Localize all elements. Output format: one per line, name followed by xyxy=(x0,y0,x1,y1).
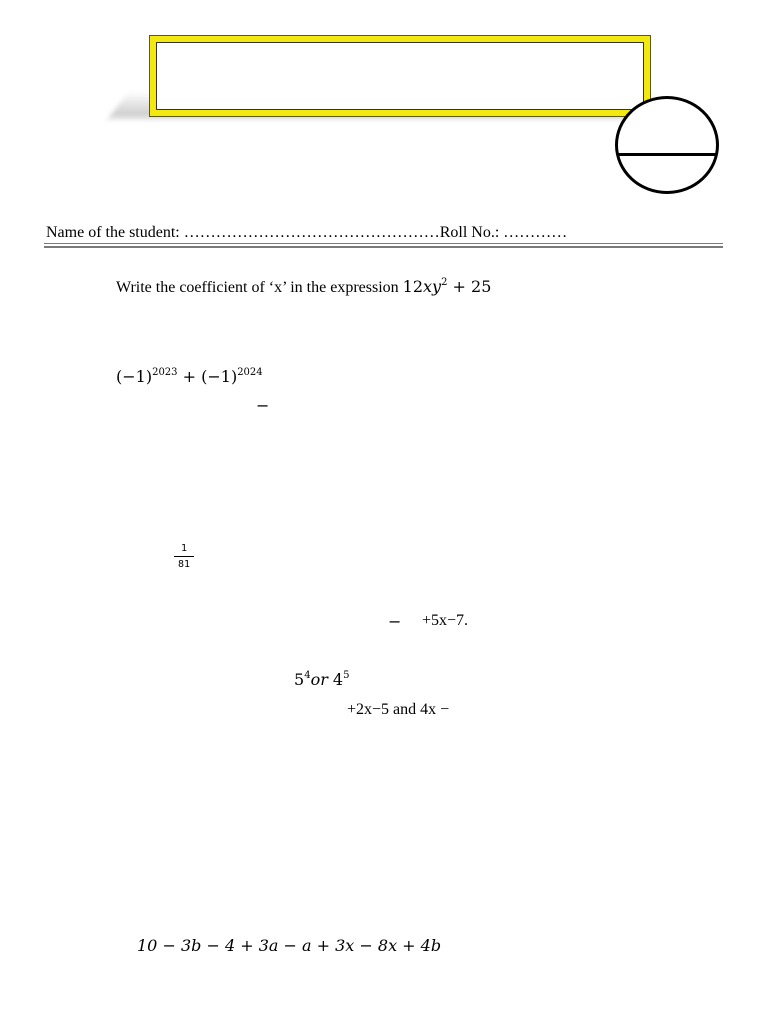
question-1 xyxy=(116,277,491,297)
q1-expr-var: xy xyxy=(423,277,442,296)
q1-expr-exp: 2 xyxy=(441,277,448,288)
question-6-text: +2x−5 and 4x − xyxy=(347,701,450,718)
q2-part1: (−1) xyxy=(116,367,153,386)
q1-expr-base: 12 xyxy=(402,277,424,296)
q2-exp1: 2023 xyxy=(152,367,178,378)
q5-base1: 5 xyxy=(294,670,305,689)
title-box-inner-border xyxy=(156,42,644,110)
q5-or: or xyxy=(310,670,328,689)
student-name-roll-line: Name of the student: …………………………………………Roll No.: ………… xyxy=(46,224,568,241)
question-3-fraction xyxy=(174,543,194,571)
q5-exp1: 4 xyxy=(304,670,311,681)
marks-circle xyxy=(615,96,719,194)
question-1-text: Write the coefficient of ‘x’ in the expression xyxy=(116,279,403,296)
question-5-expression xyxy=(294,670,349,689)
q2-plus: + (−1) xyxy=(177,367,238,386)
q5-base2: 4 xyxy=(327,670,344,689)
q2-exp2: 2024 xyxy=(237,367,263,378)
question-2-expression xyxy=(116,367,263,386)
q5-exp2: 5 xyxy=(343,670,350,681)
marks-divider xyxy=(618,153,716,156)
fraction-numerator: 1 xyxy=(180,543,188,554)
question-4-tail: +5x−7. xyxy=(422,612,469,629)
fraction-denominator: 81 xyxy=(177,559,191,570)
question-2-minus: − xyxy=(256,396,270,415)
header-rule xyxy=(44,243,723,248)
title-box xyxy=(150,36,650,116)
q1-expr-tail: + 25 xyxy=(447,277,492,296)
question-4-minus: − xyxy=(388,612,402,631)
fraction-bar xyxy=(174,556,194,557)
question-1-expression xyxy=(403,277,492,296)
question-7-expression: 10 − 3b − 4 + 3a − a + 3x − 8x + 4b xyxy=(137,936,442,955)
